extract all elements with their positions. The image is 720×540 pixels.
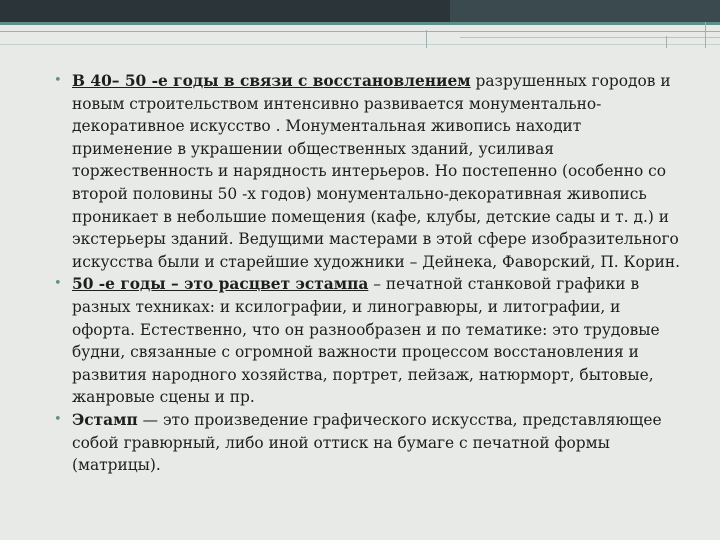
accent-rule — [0, 22, 720, 25]
bullet-item-1 — [50, 70, 685, 273]
decorative-line — [0, 44, 720, 45]
bullet-lead: Эстамп — [72, 410, 138, 429]
bullet-lead: 50 -е годы – это расцвет эстампа — [72, 275, 369, 294]
decorative-tick — [666, 36, 667, 48]
decorative-line — [460, 37, 720, 38]
bullet-lead: В 40– 50 -е годы в связи с восстановлением — [72, 72, 471, 90]
bullet-text: — это произведение графического искусства, представляющее собой гравюрный, либо иной оттиск на бумаге с печатной формы (матрицы). — [72, 410, 662, 475]
header-band-accent — [450, 0, 720, 22]
bullet-item-2 — [50, 273, 685, 409]
bullet-marker: • — [54, 411, 62, 427]
bullet-marker: • — [54, 276, 62, 292]
header-band — [0, 0, 720, 22]
decorative-tick — [705, 22, 706, 48]
bullet-text: разрушенных городов и новым строительством интенсивно развивается монументально-декоративное искусство . Монументальная живопись находит применение в украшении общественных зданий, усиливая торжественность и нарядность интерьеров. Но постепенно (особенно со второй половины 50 -х годов) монументально-декоративная живопись проникает в небольшие помещения (кафе, клубы, детские сады и т. д.) и экстерьеры зданий. Ведущими мастерами в этой сфере изобразительного искусства были и старейшие художники – Дейнека, Фаворский, П. Корин. — [72, 72, 680, 271]
bullet-text: – печатной станковой графики в разных техниках: и ксилографии, и линогравюры, и литографии, и офорта. Естественно, что он разнообразен и по тематике: это трудовые будни, связанные с огромной важности процессом восстановления и развития народного хозяйства, портрет, пейзаж, натюрморт, бытовые, жанровые сцены и пр. — [72, 275, 660, 407]
decorative-line — [0, 31, 720, 32]
bullet-marker: • — [54, 73, 62, 88]
bullet-item-3 — [50, 409, 685, 477]
decorative-tick — [426, 30, 427, 48]
bullet-list — [50, 70, 685, 477]
